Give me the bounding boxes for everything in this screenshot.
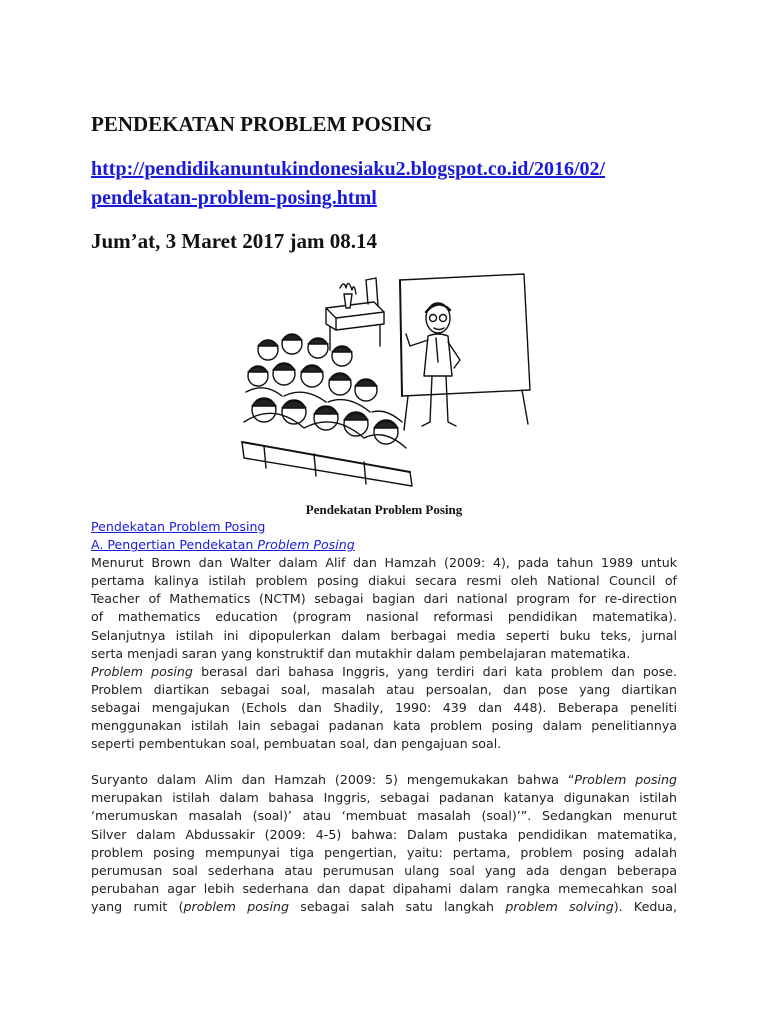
p1-line-5: Selanjutnya istilah ini dipopulerkan dalam berbagai media seperti buku teks, jurnal xyxy=(91,627,677,643)
section-link[interactable]: Pendekatan Problem Posing xyxy=(91,519,266,534)
p3-last-post: ). Kedua, xyxy=(613,898,678,914)
p2-line-2: Problem diartikan sebagai soal, masalah atau persoalan, dan pose yang diartikan xyxy=(91,681,677,697)
figure-caption: Pendekatan Problem Posing xyxy=(305,502,463,517)
p3-last-mid: sebagai salah satu langkah xyxy=(288,898,506,914)
p3-line-5: problem posing mempunyai tiga pengertian, yaitu: pertama, problem posing adalah xyxy=(91,844,677,860)
p3-line-7: perubahan agar lebih sederhana dan dapat dipahami dalam rangka memecahkan soal xyxy=(91,880,677,896)
source-url-line-2[interactable]: pendekatan-problem-posing.html xyxy=(91,187,377,209)
p2-line-1 xyxy=(91,663,677,681)
p2-line-3: sebagai mengajukan (Echols dan Shadily, 1990: 439 dan 448). Beberapa peneliti xyxy=(91,699,677,715)
p3-line-8 xyxy=(91,898,677,916)
p3-line-2: merupakan istilah dalam bahasa Inggris, sebagai padanan katanya digunakan istilah xyxy=(91,790,677,806)
p3-last-italic-2: problem solving xyxy=(505,898,614,914)
p3-line-4: Silver dalam Abdussakir (2009: 4-5) bahwa: Dalam pustaka pendidikan matematika, xyxy=(91,826,677,842)
p1-line-3: Teacher of Mathematics (NCTM) sebagai bagian dari national program for re-direction xyxy=(91,591,677,607)
paragraph-2 xyxy=(91,663,677,753)
p1-line-6: serta menjadi saran yang konstruktif dan mutakhir dalam pembelajaran matematika. xyxy=(91,645,631,661)
p1-line-1: Menurut Brown dan Walter dalam Alif dan Hamzah (2009: 4), pada tahun 1989 untuk xyxy=(91,555,677,571)
p3-line-3: ‘merumuskan masalah (soal)’ atau ‘membuat masalah (soal)’”. Sedangkan menurut xyxy=(91,808,677,824)
paragraph-gap xyxy=(91,753,677,771)
section-heading-link[interactable] xyxy=(91,536,677,554)
page-title: PENDEKATAN PROBLEM POSING xyxy=(91,112,433,136)
p3-last-italic-1: problem posing xyxy=(183,898,289,914)
article-body xyxy=(91,518,677,916)
heading-italic[interactable]: Problem Posing xyxy=(257,537,355,553)
paragraph-3 xyxy=(91,771,677,916)
p1-line-4: of mathematics education (program nasional reformasi pendidikan matematika). xyxy=(91,609,677,625)
p2-line-4: menggunakan istilah lain sebagai padanan kata problem posing dalam penelitiannya xyxy=(91,718,677,734)
p3-line-6: perumusan soal sederhana atau perumusan ulang soal yang ada dengan beberapa xyxy=(91,862,677,878)
p3-line-1-italic: Problem posing xyxy=(574,772,677,788)
p2-line-5: seperti pembentukan soal, pembuatan soal, dan pengajuan soal. xyxy=(91,736,502,752)
p3-last-pre: yang rumit ( xyxy=(91,898,184,914)
source-url-line-1[interactable]: http://pendidikanuntukindonesiaku2.blogspot.co.id/2016/02/ xyxy=(91,158,606,180)
p1-line-2: pertama kalinya istilah problem posing diakui secara resmi oleh National Council of xyxy=(91,573,677,589)
source-url-link[interactable] xyxy=(91,155,691,213)
p3-line-1-pre: Suryanto dalam Alim dan Hamzah (2009: 5) mengemukakan bahwa “ xyxy=(91,772,575,788)
p2-italic: Problem posing xyxy=(91,663,193,679)
p3-line-1 xyxy=(91,771,677,789)
p2-line-1-rest: berasal dari bahasa Inggris, yang terdiri dari kata problem dan pose. xyxy=(192,663,677,679)
classroom-illustration xyxy=(234,272,534,494)
date-stamp: Jum’at, 3 Maret 2017 jam 08.14 xyxy=(91,229,377,253)
paragraph-1 xyxy=(91,554,677,663)
heading-prefix[interactable]: A. Pengertian Pendekatan xyxy=(91,537,258,553)
